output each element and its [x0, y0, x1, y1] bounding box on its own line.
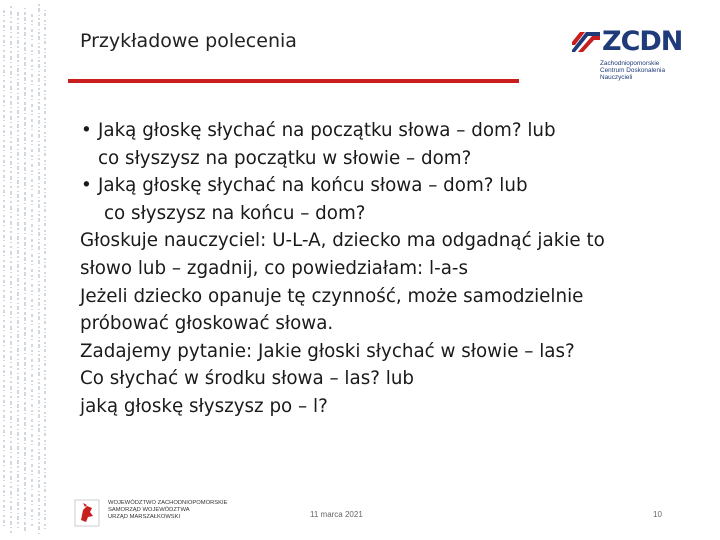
body-line: Co słychać w środku słowa – las? lub	[80, 368, 415, 390]
body-line: słowo lub – zgadnij, co powiedziałam: l-a-s	[80, 257, 469, 279]
body-line: próbować głoskować słowa.	[80, 313, 334, 335]
body-line: Zadajemy pytanie: Jakie głoski słychać w słowie – las?	[80, 340, 575, 362]
body-line: Głoskuje nauczyciel: U-L-A, dziecko ma odgadnąć jakie to	[80, 230, 605, 252]
footer-org-line3: URZĄD MARSZAŁKOWSKI	[108, 514, 181, 520]
bullet-item	[80, 117, 660, 145]
bullet-text: Jaką głoskę słychać na początku słowa – dom? lub	[98, 120, 556, 141]
slide-body	[80, 117, 660, 421]
logo-abbr: ZCDN	[602, 26, 683, 57]
bullet-continuation: co słyszysz na końcu – dom?	[104, 202, 366, 224]
zcdn-logo-mark-icon	[572, 30, 600, 54]
footer-org-logo	[72, 498, 228, 528]
bullet-continuation: co słyszysz na początku w słowie – dom?	[98, 147, 472, 169]
bullet-text: Jaką głoskę słychać na końcu słowa – dom? lub	[98, 175, 528, 197]
title-underline	[68, 79, 519, 83]
handwriting-decoration	[0, 0, 50, 540]
footer-date: 11 marca 2021	[310, 510, 363, 519]
bullet-item	[80, 172, 660, 200]
bullet-dot-icon: •	[81, 120, 92, 141]
logo-subtitle-line1: Zachodniopomorskie	[600, 60, 660, 67]
body-line: Jeżeli dziecko opanuje tę czynność, może samodzielnie	[80, 285, 584, 307]
footer-org-line1: WOJEWÓDZTWO ZACHODNIOPOMORSKIE	[108, 500, 228, 506]
body-line: jaką głoskę słyszysz po – l?	[80, 395, 328, 417]
logo-subtitle-line2: Centrum Doskonalenia Nauczycieli	[600, 67, 666, 81]
bullet-dot-icon: •	[81, 175, 92, 197]
griffin-crest-icon	[72, 498, 102, 528]
slide-title: Przykładowe polecenia	[80, 30, 297, 52]
footer-org-line2: SAMORZĄD WOJEWÓDZTWA	[108, 507, 190, 513]
page-number: 10	[653, 510, 662, 519]
zcdn-logo	[572, 26, 683, 81]
